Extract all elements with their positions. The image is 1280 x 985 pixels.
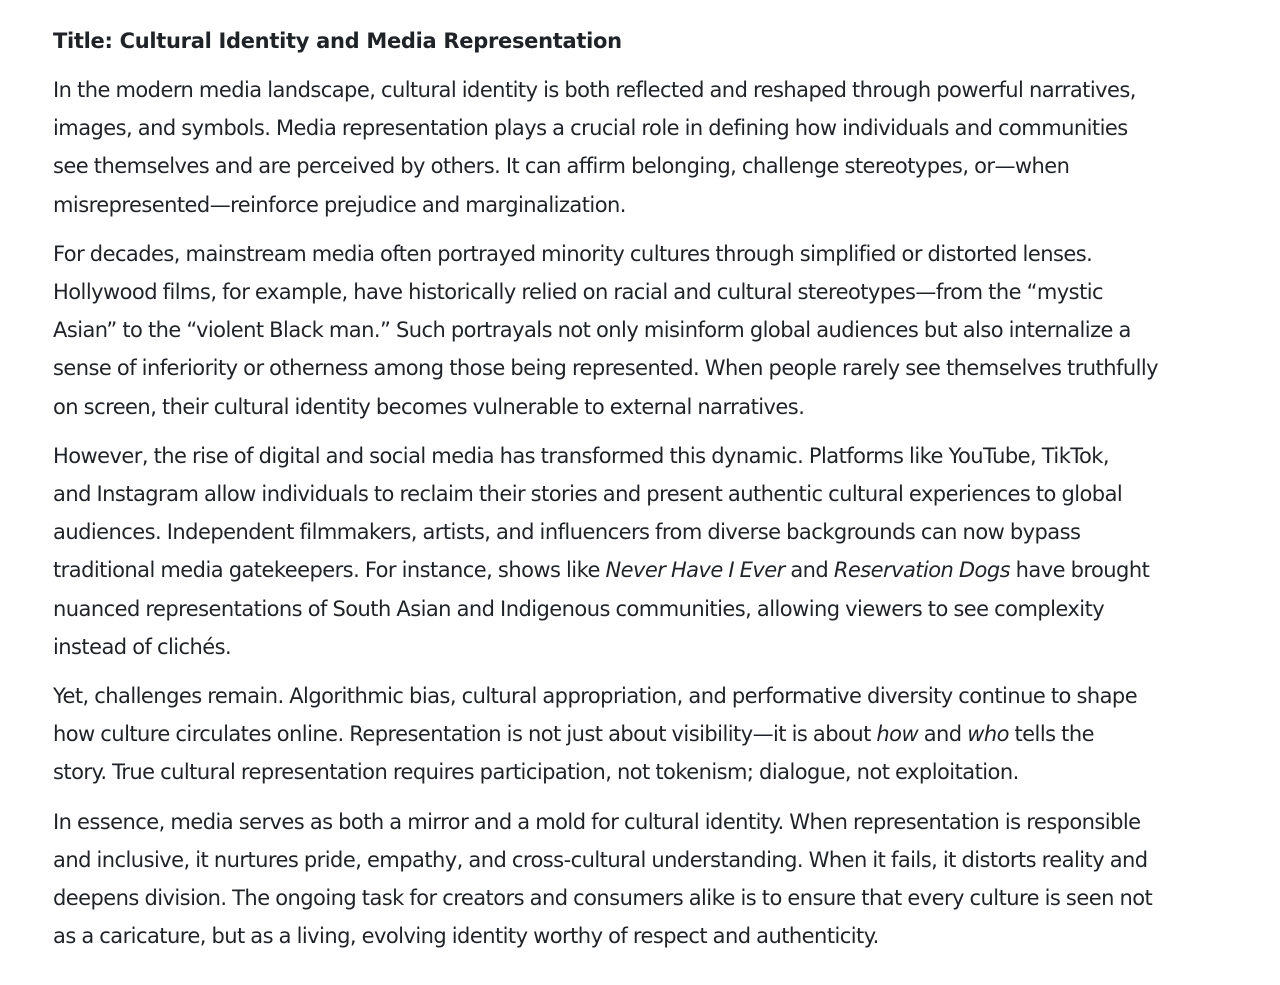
text-run: and Instagram allow individuals to reclaim their stories and present authentic cultural experiences to global xyxy=(53,482,1123,507)
text-run: In essence, media serves as both a mirror and a mold for cultural identity. When representation is responsible xyxy=(53,809,1141,834)
text-line xyxy=(53,803,1263,841)
text-run: nuanced representations of South Asian and Indigenous communities, allowing viewers to see complexity xyxy=(53,596,1105,621)
text-line xyxy=(53,273,1263,311)
text-line xyxy=(53,235,1263,273)
text-line xyxy=(53,186,1263,224)
text-run: Asian” to the “violent Black man.” Such portrayals not only misinform global audiences but also internalize a xyxy=(53,318,1131,343)
paragraph xyxy=(53,437,1263,666)
text-line xyxy=(53,513,1263,551)
text-run: on screen, their cultural identity becomes vulnerable to external narratives. xyxy=(53,394,805,419)
text-line xyxy=(53,841,1263,879)
paragraph xyxy=(53,71,1263,224)
text-line xyxy=(53,590,1263,628)
text-run: audiences. Independent filmmakers, artists, and influencers from diverse backgrounds can now bypass xyxy=(53,520,1081,545)
text-line xyxy=(53,437,1263,475)
text-run: However, the rise of digital and social media has transformed this dynamic. Platforms like YouTube, TikTok, xyxy=(53,443,1110,468)
text-line xyxy=(53,753,1263,791)
italic-title-text: how xyxy=(876,722,919,747)
text-run: and xyxy=(918,722,968,747)
text-line xyxy=(53,311,1263,349)
document-title: Title: Cultural Identity and Media Representation xyxy=(53,29,622,53)
text-line xyxy=(53,879,1263,917)
text-run: Yet, challenges remain. Algorithmic bias, cultural appropriation, and performative diversity continue to shape xyxy=(53,684,1138,709)
text-line xyxy=(53,715,1263,753)
text-line xyxy=(53,109,1263,147)
italic-title-text: Never Have I Ever xyxy=(605,558,785,583)
text-line xyxy=(53,917,1263,955)
text-run: traditional media gatekeepers. For instance, shows like xyxy=(53,558,606,583)
text-line xyxy=(53,349,1263,387)
text-run: tells the xyxy=(1008,722,1094,747)
italic-title-text: Reservation Dogs xyxy=(833,558,1011,583)
text-run: how culture circulates online. Representation is not just about visibility—it is about xyxy=(53,722,877,747)
document xyxy=(53,22,1263,966)
paragraph xyxy=(53,677,1263,792)
text-line xyxy=(53,677,1263,715)
text-run: deepens division. The ongoing task for creators and consumers alike is to ensure that every culture is seen not xyxy=(53,886,1153,911)
text-run: For decades, mainstream media often portrayed minority cultures through simplified or distorted lenses. xyxy=(53,241,1093,266)
text-run: images, and symbols. Media representation plays a crucial role in defining how individuals and communities xyxy=(53,116,1128,141)
text-line xyxy=(53,388,1263,426)
text-line xyxy=(53,71,1263,109)
paragraph xyxy=(53,803,1263,956)
text-run: as a caricature, but as a living, evolving identity worthy of respect and authenticity. xyxy=(53,924,879,949)
text-run: have brought xyxy=(1010,558,1150,583)
text-run: story. True cultural representation requires participation, not tokenism; dialogue, not exploitation. xyxy=(53,760,1019,785)
document-body xyxy=(53,71,1263,955)
text-run: and inclusive, it nurtures pride, empathy, and cross-cultural understanding. When it fails, it distorts reality and xyxy=(53,847,1148,872)
text-run: misrepresented—reinforce prejudice and marginalization. xyxy=(53,192,626,217)
text-run: instead of clichés. xyxy=(53,634,232,659)
text-line xyxy=(53,551,1263,589)
paragraph xyxy=(53,235,1263,426)
text-run: see themselves and are perceived by others. It can affirm belonging, challenge stereotypes, or—when xyxy=(53,154,1070,179)
text-run: sense of inferiority or otherness among those being represented. When people rarely see themselves truthfully xyxy=(53,356,1159,381)
italic-title-text: who xyxy=(967,722,1009,747)
text-run: Hollywood films, for example, have historically relied on racial and cultural stereotypes—from the “mystic xyxy=(53,280,1104,305)
text-line xyxy=(53,475,1263,513)
text-run: and xyxy=(784,558,834,583)
text-line xyxy=(53,628,1263,666)
text-line xyxy=(53,147,1263,185)
text-run: In the modern media landscape, cultural identity is both reflected and reshaped through powerful narratives, xyxy=(53,78,1136,102)
